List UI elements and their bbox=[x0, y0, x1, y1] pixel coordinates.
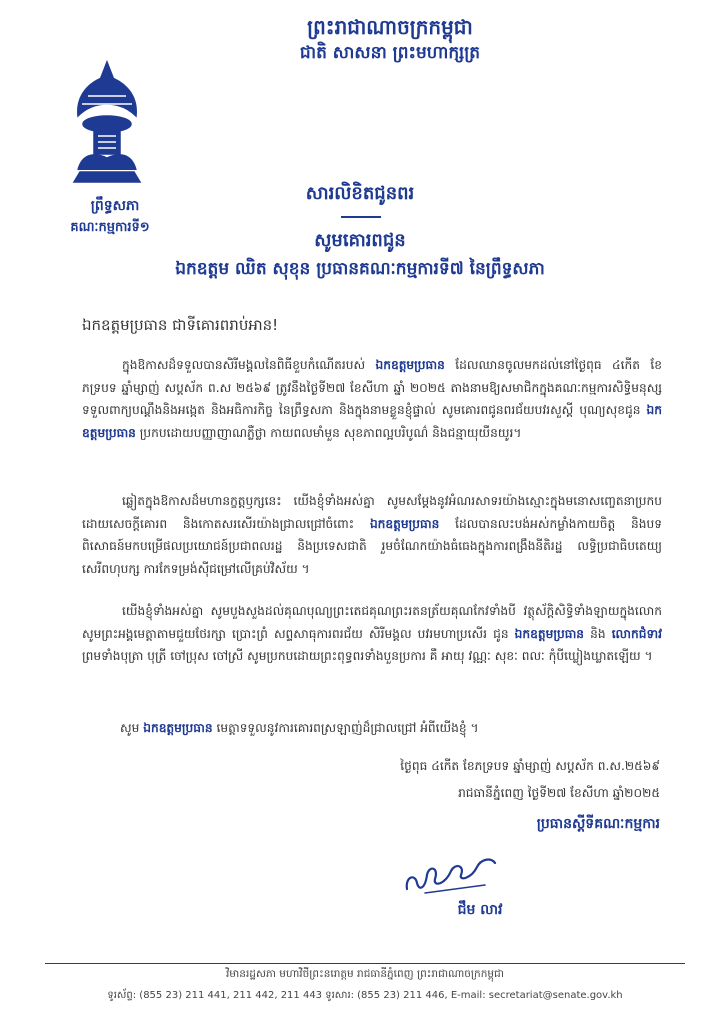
senate-emblem-icon bbox=[68, 58, 146, 186]
institution-name: ព្រឹទ្ធសភា bbox=[90, 198, 140, 214]
paragraph-2: ឆ្លៀតក្នុងឱកាសដ៏មហានក្ខត្តឫក្សនេះ យើងខ្ញុំទាំងអស់គ្នា សូមសម្តែងនូវអំណរសាទរយ៉ាងស្មោះក្នុងមនោសញ្ចេតនាប្រកបដោយសេចក្តីគោរព និងកោតសរសើរយ៉ាងជ្រាលជ្រៅចំពោះ ឯកឧត្តមប្រធាន ដែលបានលះបង់អស់កម្លាំងកាយចិត្ត និងបទពិសោធន៍មកបម្រើផលប្រយោជន៍ប្រជាពលរដ្ឋ និងប្រទេសជាតិ រួមចំណែកយ៉ាងធំធេងក្នុងការពង្រឹងនីតិរដ្ឋ លទ្ធិប្រជាធិបតេយ្យ សេរីពហុបក្ស ការកែទម្រង់ស៊ីជម្រៅលើគ្រប់វិស័យ ។ bbox=[82, 494, 662, 576]
closing-line: សូម ឯកឧត្តមប្រធាន មេត្តាទទួលនូវការគោរពស្រឡាញ់ដ៏ជ្រាលជ្រៅ អំពីយើងខ្ញុំ ។ bbox=[120, 721, 479, 735]
committee-name: គណៈកម្មការទី១ bbox=[70, 220, 150, 235]
greeting-line-1: សូមគោរពជូន bbox=[314, 230, 406, 251]
footer-contact: ទូរស័ព្ទ: (855 23) 211 441, 211 442, 211 443 ទូរសារ: (855 23) 211 446, E-mail: secretariat@senate.gov.kh bbox=[107, 990, 623, 1001]
signer-position: ប្រធានស្តីទីគណៈកម្មការ bbox=[536, 816, 660, 832]
signer-name: ជឹម លាវ bbox=[457, 902, 503, 918]
greeting-line-2: ឯកឧត្តម ឈិត សុខុន ប្រធានគណៈកម្មការទី៧ នៃព្រឹទ្ធសភា bbox=[175, 259, 545, 279]
date-lunar: ថ្ងៃពុធ ៤កើត ខែភទ្របទ ឆ្នាំម្សាញ់ សប្តស័ក ព.ស.២៥៦៩ bbox=[400, 759, 660, 773]
kingdom-heading: ព្រះរាជាណាចក្រកម្ពុជា bbox=[307, 15, 473, 39]
national-motto: ជាតិ សាសនា ព្រះមហាក្សត្រ bbox=[299, 43, 481, 63]
signature-icon bbox=[395, 845, 525, 900]
paragraph-1: ក្នុងឱកាសដ៏ទទួលបានសិរីមង្គលនៃពិធីខួបកំណើតរបស់ ឯកឧត្តមប្រធាន ដែលឈានចូលមកដល់នៅថ្ងៃពុធ ៤កើត ខែភទ្របទ ឆ្នាំម្សាញ់ សប្តស័ក ព.ស ២៥៦៩ ត្រូវនឹងថ្ងៃទី២៧ ខែសីហា ឆ្នាំ ២០២៥ តាងនាមឱ្យសមាជិកក្នុងគណៈកម្មការសិទ្ធិមនុស្ស ទទួលពាក្យបណ្តឹងនិងអង្កេត និងអធិការកិច្ច នៃព្រឹទ្ធសភា និងក្នុងនាមខ្លួនខ្ញុំផ្ទាល់ សូមគោរពជូនពរជ័យបវរសួស្តី បុណ្យសុខជូន ឯកឧត្តមប្រធាន ប្រកបដោយបញ្ញាញាណភ្លឺថ្លា កាយពលមាំមួន សុខភាពល្អបរិបូណ៌ និងជន្មាយុយឺនយូរ។ bbox=[82, 358, 662, 440]
letter-title: សារលិខិតជូនពរ bbox=[305, 183, 415, 204]
paragraph-3: យើងខ្ញុំទាំងអស់គ្នា សូមបួងសួងដល់គុណបុណ្យព្រះតេជគុណព្រះរតនត្រ័យគុណកែវទាំងបី វត្ថុស័ក្តិសិទ្ធិទាំងឡាយក្នុងលោក សូមព្រះអង្គមេត្តាតាមជួយថែរក្សា ប្រោះព្រំ សព្ទសាធុការពរជ័យ សិរីមង្គល បវរមហាប្រសើរ ជូន ឯកឧត្តមប្រធាន និង លោកជំទាវ ព្រមទាំងបុត្រា បុត្រី ចៅប្រុស ចៅស្រី សូមប្រកបដោយព្រះពុទ្ធពរទាំងបួនប្រការ គឺ អាយុ វណ្ណៈ សុខៈ ពលៈ កុំបីឃ្លៀងឃ្លាតឡើយ ។ bbox=[82, 604, 662, 663]
date-solar: រាជធានីភ្នំពេញ ថ្ងៃទី២៧ ខែសីហា ឆ្នាំ២០២៥ bbox=[458, 786, 660, 800]
salutation: ឯកឧត្តមប្រធាន ជាទីគោរពរាប់អាន! bbox=[82, 316, 279, 334]
footer-divider bbox=[45, 963, 685, 964]
title-divider bbox=[341, 216, 381, 218]
footer-address: វិមានរដ្ឋសភា មហាវិថីព្រះនរោត្តម រាជធានីភ្នំពេញ ព្រះរាជាណាចក្រកម្ពុជា bbox=[225, 968, 505, 980]
